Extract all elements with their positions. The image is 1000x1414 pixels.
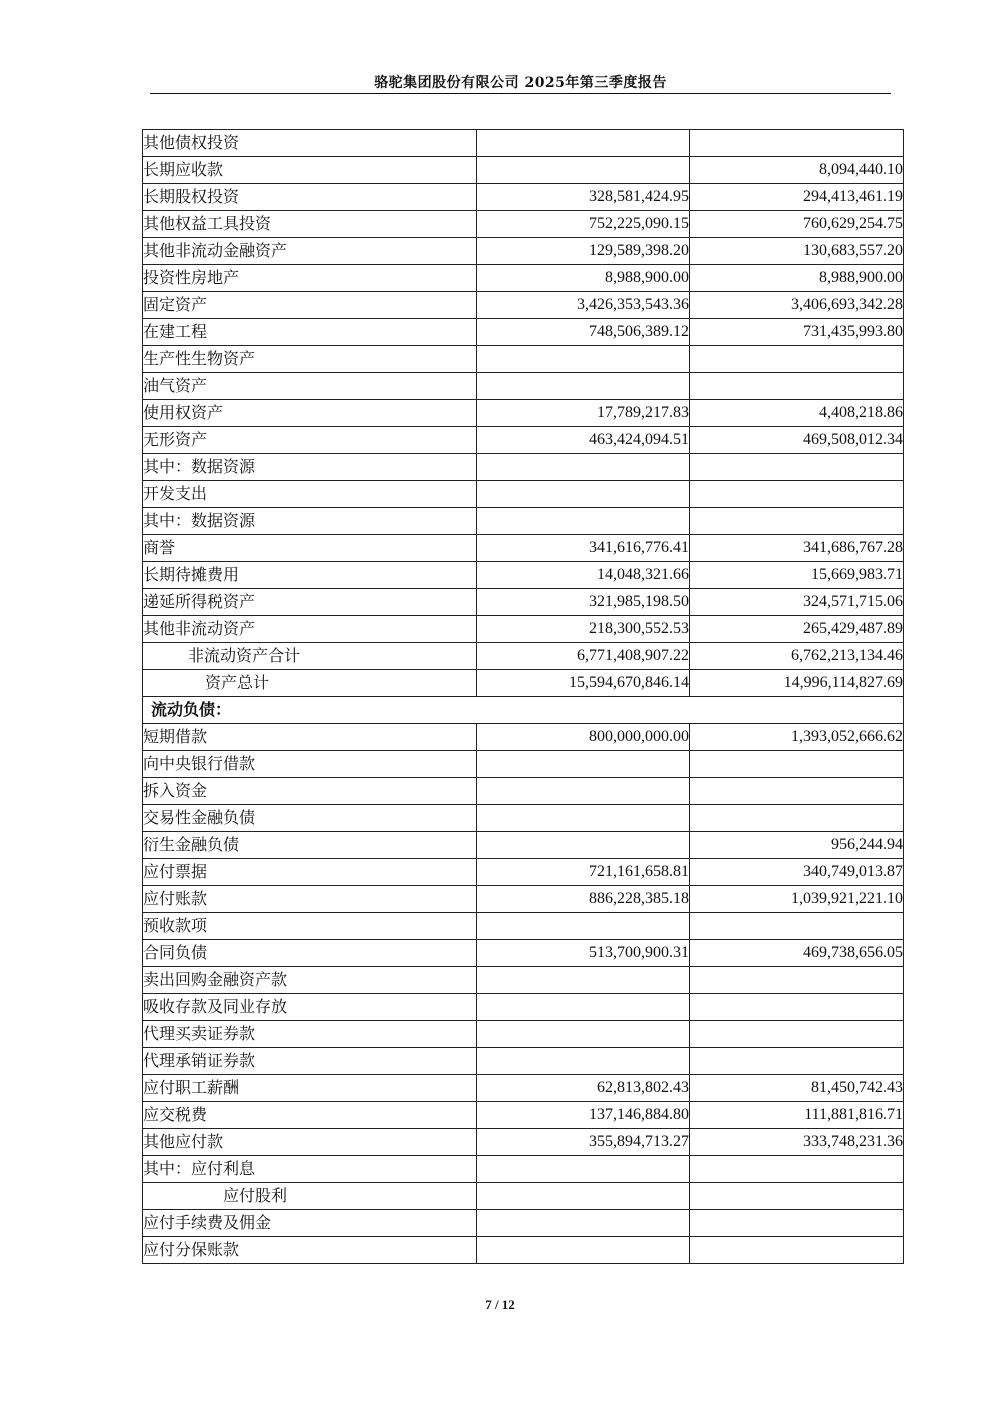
table-row <box>143 1129 904 1156</box>
prior-period-value <box>690 346 904 373</box>
table-row <box>143 319 904 346</box>
table-row <box>143 400 904 427</box>
section-heading: 流动负债： <box>143 697 904 724</box>
current-period-value: 341,616,776.41 <box>477 535 690 562</box>
current-period-value: 14,048,321.66 <box>477 562 690 589</box>
row-label: 应交税费 <box>143 1102 477 1129</box>
prior-period-value <box>690 994 904 1021</box>
table-row <box>143 265 904 292</box>
table-row <box>143 616 904 643</box>
table-row <box>143 292 904 319</box>
table-row <box>143 562 904 589</box>
row-label: 代理承销证券款 <box>143 1048 477 1075</box>
table-row <box>143 589 904 616</box>
prior-period-value: 111,881,816.71 <box>690 1102 904 1129</box>
table-row <box>143 886 904 913</box>
current-period-value <box>477 130 690 157</box>
table-row <box>143 508 904 535</box>
table-row <box>143 859 904 886</box>
report-header: 骆驼集团股份有限公司 2025年第三季度报告 <box>374 75 667 91</box>
table-row <box>143 670 904 697</box>
row-label: 长期股权投资 <box>143 184 477 211</box>
current-period-value: 129,589,398.20 <box>477 238 690 265</box>
current-period-value <box>477 1210 690 1237</box>
row-label: 代理买卖证券款 <box>143 1021 477 1048</box>
current-period-value: 752,225,090.15 <box>477 211 690 238</box>
table-row <box>143 1048 904 1075</box>
prior-period-value <box>690 481 904 508</box>
row-label: 递延所得税资产 <box>143 589 477 616</box>
row-label: 开发支出 <box>143 481 477 508</box>
row-label: 非流动资产合计 <box>143 643 477 670</box>
prior-period-value: 324,571,715.06 <box>690 589 904 616</box>
row-label: 衍生金融负债 <box>143 832 477 859</box>
prior-period-value: 3,406,693,342.28 <box>690 292 904 319</box>
prior-period-value: 8,988,900.00 <box>690 265 904 292</box>
row-label: 其他债权投资 <box>143 130 477 157</box>
row-label: 交易性金融负债 <box>143 805 477 832</box>
row-label: 卖出回购金融资产款 <box>143 967 477 994</box>
row-label: 商誉 <box>143 535 477 562</box>
table-row <box>143 1237 904 1264</box>
table-row <box>143 157 904 184</box>
current-period-value <box>477 1048 690 1075</box>
prior-period-value <box>690 1237 904 1264</box>
current-period-value <box>477 913 690 940</box>
current-period-value: 137,146,884.80 <box>477 1102 690 1129</box>
prior-period-value: 8,094,440.10 <box>690 157 904 184</box>
prior-period-value <box>690 373 904 400</box>
table-row <box>143 1183 904 1210</box>
row-label: 其他非流动资产 <box>143 616 477 643</box>
table-row <box>143 1102 904 1129</box>
row-label: 投资性房地产 <box>143 265 477 292</box>
current-period-value: 15,594,670,846.14 <box>477 670 690 697</box>
table-row <box>143 346 904 373</box>
row-label: 应付股利 <box>143 1183 477 1210</box>
row-label: 其中：数据资源 <box>143 454 477 481</box>
prior-period-value: 333,748,231.36 <box>690 1129 904 1156</box>
row-label: 应付票据 <box>143 859 477 886</box>
prior-period-value <box>690 1021 904 1048</box>
prior-period-value: 956,244.94 <box>690 832 904 859</box>
row-label: 应付分保账款 <box>143 1237 477 1264</box>
row-label: 使用权资产 <box>143 400 477 427</box>
current-period-value <box>477 508 690 535</box>
current-period-value: 748,506,389.12 <box>477 319 690 346</box>
current-period-value <box>477 805 690 832</box>
table-row <box>143 427 904 454</box>
current-period-value: 3,426,353,543.36 <box>477 292 690 319</box>
prior-period-value <box>690 1210 904 1237</box>
table-row <box>143 751 904 778</box>
current-period-value: 218,300,552.53 <box>477 616 690 643</box>
current-period-value: 721,161,658.81 <box>477 859 690 886</box>
prior-period-value <box>690 1183 904 1210</box>
prior-period-value: 469,738,656.05 <box>690 940 904 967</box>
current-period-value: 6,771,408,907.22 <box>477 643 690 670</box>
table-row <box>143 1210 904 1237</box>
current-period-value <box>477 994 690 1021</box>
row-label: 油气资产 <box>143 373 477 400</box>
current-period-value <box>477 1237 690 1264</box>
table-row <box>143 130 904 157</box>
current-period-value <box>477 1156 690 1183</box>
prior-period-value: 1,393,052,666.62 <box>690 724 904 751</box>
current-period-value: 355,894,713.27 <box>477 1129 690 1156</box>
current-period-value <box>477 1021 690 1048</box>
table-row <box>143 373 904 400</box>
row-label: 其他非流动金融资产 <box>143 238 477 265</box>
table-row <box>143 832 904 859</box>
current-period-value <box>477 1183 690 1210</box>
table-row <box>143 184 904 211</box>
table-row <box>143 913 904 940</box>
table-row <box>143 940 904 967</box>
prior-period-value: 340,749,013.87 <box>690 859 904 886</box>
current-period-value <box>477 967 690 994</box>
current-period-value <box>477 778 690 805</box>
current-period-value: 513,700,900.31 <box>477 940 690 967</box>
current-period-value <box>477 373 690 400</box>
table-row <box>143 697 904 724</box>
row-label: 短期借款 <box>143 724 477 751</box>
current-period-value <box>477 157 690 184</box>
page-number: 7 / 12 <box>485 1297 515 1312</box>
row-label: 长期待摊费用 <box>143 562 477 589</box>
row-label: 向中央银行借款 <box>143 751 477 778</box>
prior-period-value <box>690 454 904 481</box>
table-row <box>143 967 904 994</box>
header-rule <box>150 93 891 94</box>
table-row <box>143 643 904 670</box>
table-row <box>143 1156 904 1183</box>
table-row <box>143 1075 904 1102</box>
balance-sheet-table <box>142 129 904 1264</box>
row-label: 无形资产 <box>143 427 477 454</box>
table-row <box>143 211 904 238</box>
row-label: 应付手续费及佣金 <box>143 1210 477 1237</box>
prior-period-value <box>690 130 904 157</box>
prior-period-value: 1,039,921,221.10 <box>690 886 904 913</box>
row-label: 其中：数据资源 <box>143 508 477 535</box>
prior-period-value <box>690 778 904 805</box>
row-label: 长期应收款 <box>143 157 477 184</box>
prior-period-value: 81,450,742.43 <box>690 1075 904 1102</box>
prior-period-value: 469,508,012.34 <box>690 427 904 454</box>
row-label: 其中：应付利息 <box>143 1156 477 1183</box>
prior-period-value <box>690 1048 904 1075</box>
row-label: 吸收存款及同业存放 <box>143 994 477 1021</box>
prior-period-value <box>690 751 904 778</box>
current-period-value: 8,988,900.00 <box>477 265 690 292</box>
table-row <box>143 481 904 508</box>
table-row <box>143 805 904 832</box>
row-label: 生产性生物资产 <box>143 346 477 373</box>
prior-period-value: 15,669,983.71 <box>690 562 904 589</box>
prior-period-value: 4,408,218.86 <box>690 400 904 427</box>
prior-period-value <box>690 805 904 832</box>
current-period-value: 328,581,424.95 <box>477 184 690 211</box>
prior-period-value: 6,762,213,134.46 <box>690 643 904 670</box>
current-period-value: 800,000,000.00 <box>477 724 690 751</box>
row-label: 其他权益工具投资 <box>143 211 477 238</box>
row-label: 资产总计 <box>143 670 477 697</box>
prior-period-value: 341,686,767.28 <box>690 535 904 562</box>
row-label: 应付职工薪酬 <box>143 1075 477 1102</box>
current-period-value <box>477 832 690 859</box>
prior-period-value: 14,996,114,827.69 <box>690 670 904 697</box>
current-period-value <box>477 346 690 373</box>
current-period-value: 321,985,198.50 <box>477 589 690 616</box>
prior-period-value: 130,683,557.20 <box>690 238 904 265</box>
prior-period-value <box>690 1156 904 1183</box>
current-period-value: 62,813,802.43 <box>477 1075 690 1102</box>
row-label: 其他应付款 <box>143 1129 477 1156</box>
prior-period-value: 265,429,487.89 <box>690 616 904 643</box>
row-label: 拆入资金 <box>143 778 477 805</box>
current-period-value: 886,228,385.18 <box>477 886 690 913</box>
table-row <box>143 1021 904 1048</box>
prior-period-value <box>690 967 904 994</box>
row-label: 合同负债 <box>143 940 477 967</box>
table-row <box>143 724 904 751</box>
prior-period-value: 731,435,993.80 <box>690 319 904 346</box>
prior-period-value <box>690 913 904 940</box>
current-period-value <box>477 454 690 481</box>
table-row <box>143 238 904 265</box>
table-row <box>143 454 904 481</box>
table-row <box>143 778 904 805</box>
row-label: 固定资产 <box>143 292 477 319</box>
current-period-value <box>477 751 690 778</box>
current-period-value <box>477 481 690 508</box>
current-period-value: 17,789,217.83 <box>477 400 690 427</box>
row-label: 在建工程 <box>143 319 477 346</box>
row-label: 应付账款 <box>143 886 477 913</box>
table-row <box>143 535 904 562</box>
prior-period-value <box>690 508 904 535</box>
table-row <box>143 994 904 1021</box>
prior-period-value: 760,629,254.75 <box>690 211 904 238</box>
current-period-value: 463,424,094.51 <box>477 427 690 454</box>
row-label: 预收款项 <box>143 913 477 940</box>
prior-period-value: 294,413,461.19 <box>690 184 904 211</box>
